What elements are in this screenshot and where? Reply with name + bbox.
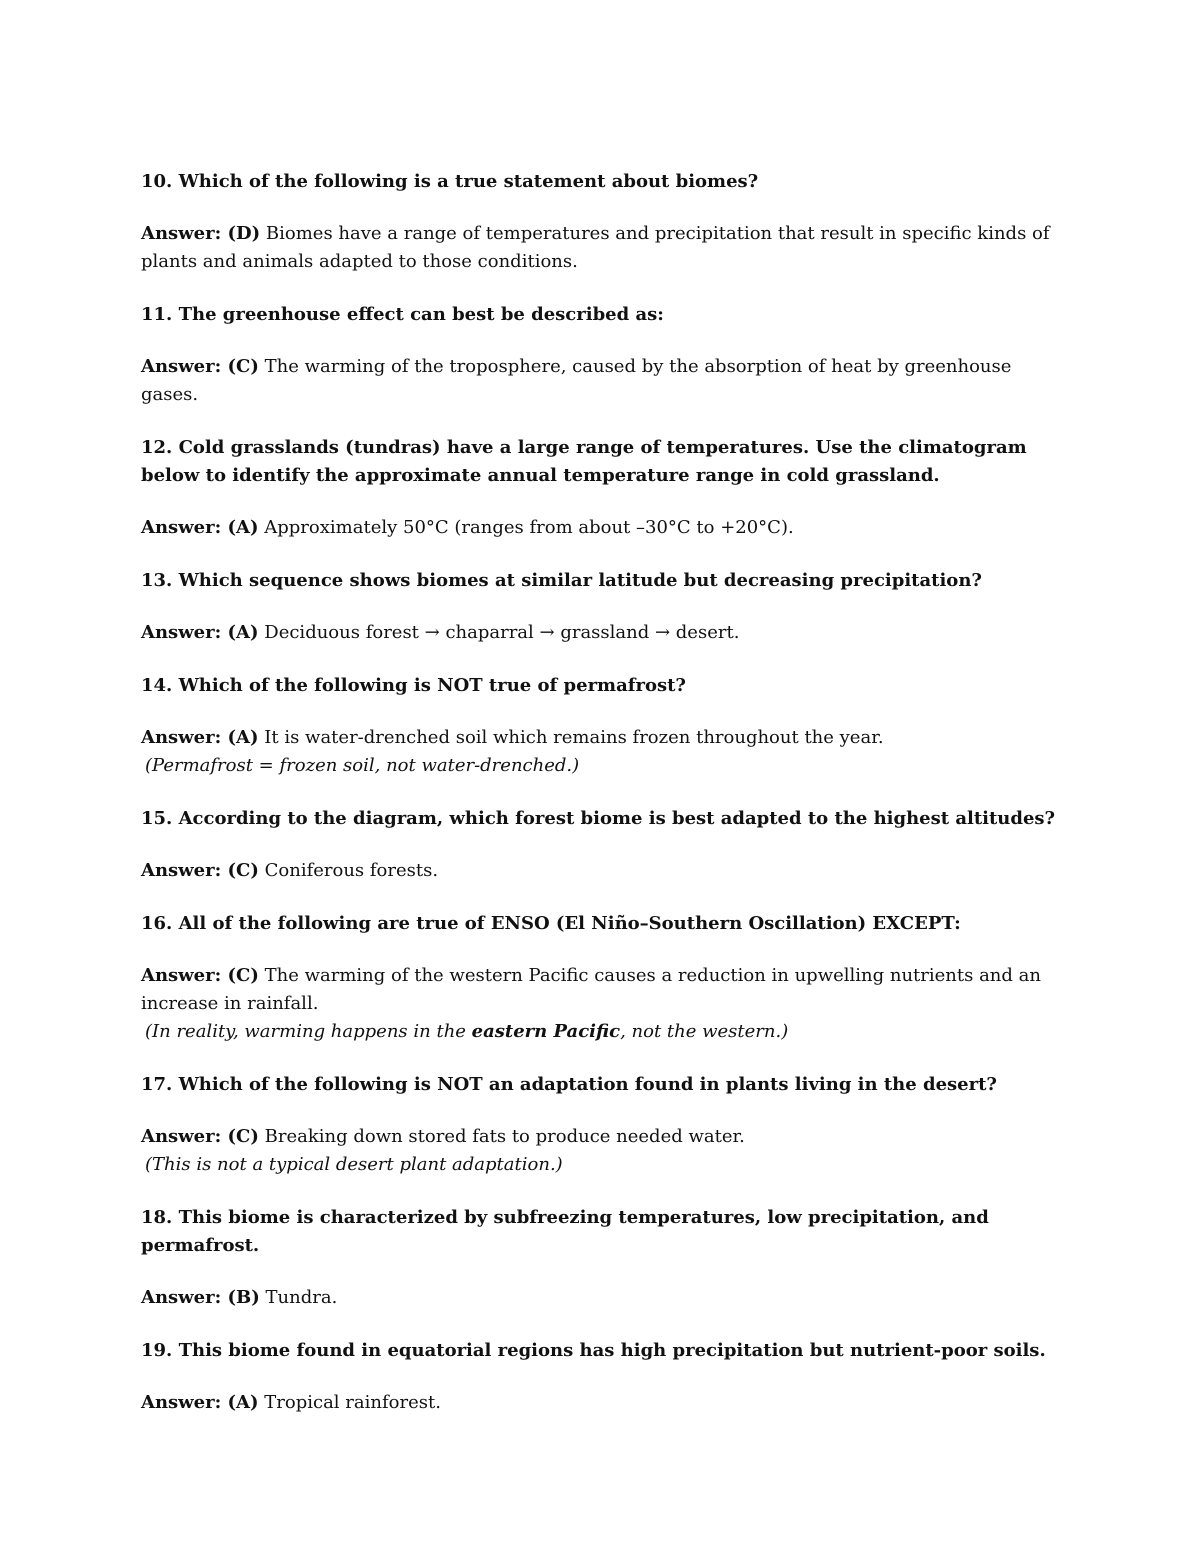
question-item-11: [141, 301, 1061, 409]
question-item-12: [141, 434, 1061, 542]
answer-body: Tropical rainforest.: [264, 1392, 441, 1413]
question-item-16: [141, 910, 1061, 1046]
question-text: 16. All of the following are true of ENSO (El Niño–Southern Oscillation) EXCEPT:: [141, 913, 961, 934]
answer-body: The warming of the western Pacific causes a reduction in upwelling nutrients and an increase in rainfall.: [141, 965, 1041, 1014]
answer-text: [141, 1284, 1061, 1312]
answer-body: Tundra.: [265, 1287, 338, 1308]
question-text: 13. Which sequence shows biomes at similar latitude but decreasing precipitation?: [141, 570, 982, 591]
question-text: 10. Which of the following is a true statement about biomes?: [141, 171, 759, 192]
question-item-14: [141, 672, 1061, 780]
answer-text: [141, 220, 1061, 276]
answer-label: Answer: (C): [141, 356, 259, 377]
question-text: 17. Which of the following is NOT an adaptation found in plants living in the desert?: [141, 1074, 997, 1095]
answer-note-pre: (In reality, warming happens in the: [145, 1021, 472, 1042]
answer-label: Answer: (C): [141, 860, 259, 881]
answer-text: [141, 1123, 1061, 1179]
answer-text: [141, 619, 1061, 647]
question-text: 18. This biome is characterized by subfreezing temperatures, low precipitation, and permafrost.: [141, 1207, 989, 1256]
answer-label: Answer: (D): [141, 223, 261, 244]
answer-text: [141, 962, 1061, 1046]
answer-label: Answer: (A): [141, 727, 259, 748]
question-item-10: [141, 168, 1061, 276]
answer-key-content: [141, 168, 1061, 1442]
answer-note: (This is not a typical desert plant adaptation.): [145, 1154, 563, 1175]
answer-note-post: , not the western.): [620, 1021, 789, 1042]
answer-text: [141, 724, 1061, 780]
answer-body: Coniferous forests.: [264, 860, 439, 881]
answer-text: [141, 514, 1061, 542]
question-text: 14. Which of the following is NOT true of permafrost?: [141, 675, 686, 696]
answer-body: Breaking down stored fats to produce needed water.: [264, 1126, 745, 1147]
answer-label: Answer: (B): [141, 1287, 260, 1308]
answer-text: [141, 353, 1061, 409]
question-text: 12. Cold grasslands (tundras) have a large range of temperatures. Use the climatogram below to identify the approximate annual temperature range in cold grassland.: [141, 437, 1027, 486]
answer-body: Approximately 50°C (ranges from about –30°C to +20°C).: [264, 517, 794, 538]
answer-text: [141, 857, 1061, 885]
question-item-13: [141, 567, 1061, 647]
answer-label: Answer: (A): [141, 622, 259, 643]
answer-label: Answer: (A): [141, 517, 259, 538]
answer-body: The warming of the troposphere, caused by the absorption of heat by greenhouse gases.: [141, 356, 1012, 405]
question-item-17: [141, 1071, 1061, 1179]
answer-text: [141, 1389, 1061, 1417]
answer-note-emphasis: eastern Pacific: [471, 1021, 621, 1042]
answer-note: (Permafrost = frozen soil, not water-drenched.): [145, 755, 580, 776]
answer-body: Deciduous forest → chaparral → grassland → desert.: [264, 622, 740, 643]
question-text: 19. This biome found in equatorial regions has high precipitation but nutrient-poor soils.: [141, 1340, 1046, 1361]
answer-body: Biomes have a range of temperatures and precipitation that result in specific kinds of plants and animals adapted to those conditions.: [141, 223, 1050, 272]
question-text: 11. The greenhouse effect can best be described as:: [141, 304, 664, 325]
question-item-19: [141, 1337, 1061, 1417]
question-item-18: [141, 1204, 1061, 1312]
question-text: 15. According to the diagram, which forest biome is best adapted to the highest altitudes?: [141, 808, 1056, 829]
question-item-15: [141, 805, 1061, 885]
answer-label: Answer: (C): [141, 965, 259, 986]
answer-label: Answer: (C): [141, 1126, 259, 1147]
answer-label: Answer: (A): [141, 1392, 259, 1413]
answer-note: [141, 1018, 1061, 1046]
answer-body: It is water-drenched soil which remains frozen throughout the year.: [264, 727, 884, 748]
